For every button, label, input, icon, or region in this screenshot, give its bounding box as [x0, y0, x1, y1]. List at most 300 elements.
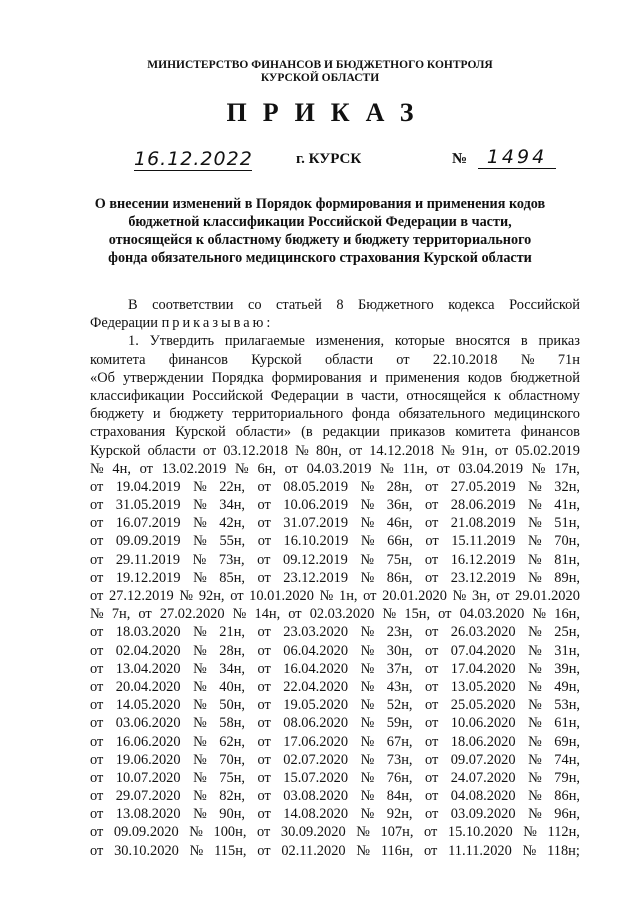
word: 82н,	[219, 788, 245, 805]
word: от	[90, 533, 104, 550]
word: 21н,	[219, 624, 245, 641]
word: кодов	[467, 369, 503, 386]
word: №	[528, 715, 542, 732]
word: от	[90, 842, 104, 859]
word: от	[496, 588, 510, 604]
word: 19.12.2019	[115, 569, 181, 586]
word: №	[360, 715, 375, 732]
word: 107н,	[380, 824, 414, 841]
document-city: г. КУРСК	[296, 151, 362, 167]
body-line	[90, 842, 580, 860]
word: от	[257, 806, 271, 823]
word: от	[90, 788, 104, 805]
word: бюджетной	[510, 369, 580, 386]
word: 75н,	[219, 769, 245, 786]
word: 10.06.2019	[283, 497, 349, 514]
word: №	[441, 442, 455, 459]
document-body	[90, 296, 580, 860]
word: приказ	[538, 333, 580, 350]
ministry-name: МИНИСТЕРСТВО ФИНАНСОВ И БЮДЖЕТНОГО КОНТРОЛЯ	[147, 59, 493, 71]
word: №	[193, 751, 207, 768]
word: №	[193, 478, 207, 495]
word: от	[90, 660, 104, 677]
word: 14.05.2020	[115, 697, 181, 714]
word: 42н,	[219, 515, 245, 532]
word: от	[425, 715, 439, 732]
word: 70н,	[554, 533, 580, 550]
word: 28.06.2019	[450, 497, 516, 514]
word: от	[257, 515, 271, 532]
preamble-line	[90, 314, 580, 332]
word: 17.04.2020	[450, 660, 516, 677]
word: бюджету	[169, 406, 224, 423]
word: от	[90, 715, 104, 732]
word: 04.08.2020	[450, 788, 516, 805]
word: 09.12.2019	[283, 551, 348, 568]
word: изменения,	[315, 333, 385, 350]
body-line	[90, 532, 580, 550]
word: от	[257, 569, 271, 586]
word: 25н,	[554, 624, 580, 641]
word: 30н,	[386, 642, 413, 659]
word: №	[193, 733, 207, 750]
word: от	[90, 697, 104, 714]
word: 61н,	[554, 715, 580, 732]
word: 49н,	[554, 678, 580, 695]
word: 52н,	[386, 697, 413, 714]
word: №	[193, 642, 207, 659]
body-line	[90, 660, 580, 678]
word: от	[425, 624, 439, 641]
word: 24.07.2020	[450, 769, 516, 786]
word: от	[425, 660, 439, 677]
word: от	[436, 460, 450, 477]
word: 22н,	[219, 478, 245, 495]
word: от	[425, 515, 439, 532]
word: от	[288, 606, 302, 623]
word: Утвердить	[149, 333, 215, 350]
word: 71н	[557, 351, 580, 368]
word: относящейся	[406, 387, 487, 404]
word: 03.08.2020	[283, 788, 349, 805]
word: 62н,	[219, 733, 245, 750]
word: 23.12.2019	[283, 569, 349, 586]
word: №	[360, 733, 375, 750]
word: 04.03.2020	[459, 606, 525, 623]
word: от	[230, 588, 244, 604]
word: 19.04.2019	[115, 478, 181, 495]
word: 10.01.2020	[249, 588, 314, 604]
word: от	[90, 824, 104, 841]
word: 46н,	[386, 515, 413, 532]
word: 115н,	[214, 842, 247, 859]
word: 55н,	[219, 533, 246, 550]
word: №	[520, 351, 535, 368]
word: №	[232, 606, 247, 623]
word: от	[257, 769, 271, 786]
word: утверждении	[123, 369, 204, 386]
word: №	[360, 515, 375, 532]
word: от	[90, 751, 104, 768]
word: 3н,	[471, 588, 491, 604]
body-line	[90, 769, 580, 787]
word: 74н,	[554, 751, 580, 768]
body-line	[90, 405, 580, 423]
word: Курской	[175, 424, 226, 441]
word: №	[90, 460, 104, 477]
word: 70н,	[219, 751, 245, 768]
word: 14.08.2020	[283, 806, 349, 823]
word: №	[360, 624, 375, 641]
word: редакции	[322, 424, 380, 441]
word: №	[360, 533, 375, 550]
word: №	[528, 733, 542, 750]
word: от	[425, 788, 439, 805]
word: 73н,	[386, 751, 413, 768]
word: 32н,	[554, 478, 580, 495]
word: 80н,	[315, 442, 342, 459]
body-paragraph	[90, 332, 580, 859]
word: 16.07.2019	[115, 515, 181, 532]
word: в	[520, 333, 528, 350]
word: 34н,	[219, 660, 245, 677]
word: №	[360, 497, 375, 514]
word: 59н,	[386, 715, 413, 732]
body-line	[90, 805, 580, 823]
word: №	[528, 788, 542, 805]
word: от	[257, 551, 271, 568]
word: 90н,	[219, 806, 245, 823]
word: 10.06.2020	[450, 715, 516, 732]
word: №	[360, 478, 375, 495]
word: обязательного	[398, 406, 486, 423]
word: от	[348, 442, 363, 459]
word: Бюджетного	[358, 297, 434, 313]
word: 08.05.2019	[283, 478, 349, 495]
word: фонда	[351, 406, 390, 423]
number-label: №	[452, 151, 468, 167]
word: 20.01.2020	[382, 588, 447, 604]
subject-line: относящейся к областному бюджету и бюджету территориального	[108, 232, 532, 248]
word: 02.07.2020	[283, 751, 349, 768]
body-line	[90, 751, 580, 769]
word: 02.11.2020	[281, 842, 346, 859]
word: от	[425, 569, 439, 586]
word: 76н,	[386, 769, 413, 786]
body-line	[90, 514, 580, 532]
word: 89н,	[554, 569, 580, 586]
word: 40н,	[219, 678, 245, 695]
word: в	[346, 387, 354, 404]
word: 03.06.2020	[115, 715, 181, 732]
word: от	[257, 751, 271, 768]
word: соответствии	[152, 297, 234, 313]
body-line	[90, 733, 580, 751]
body-line	[90, 696, 580, 714]
document-type-title: ПРИКАЗ	[226, 98, 430, 127]
word: применения	[385, 369, 460, 386]
word: 1н,	[339, 588, 358, 604]
word: №	[528, 697, 542, 714]
word: №	[360, 769, 375, 786]
word: Курской	[90, 442, 141, 459]
word: области»	[235, 424, 292, 441]
word: от	[425, 769, 439, 786]
document-number: 1494	[478, 146, 556, 169]
word: 39н,	[554, 660, 580, 677]
word: от	[424, 842, 438, 859]
word: 1.	[128, 333, 139, 350]
body-line	[90, 678, 580, 696]
word: вносятся	[455, 333, 511, 350]
body-line	[90, 442, 580, 460]
word: 51н,	[554, 515, 580, 532]
word: №	[360, 788, 375, 805]
word: №	[531, 460, 546, 477]
word: 92н,	[198, 588, 225, 604]
body-line	[90, 332, 580, 350]
word: 13.02.2019	[161, 460, 227, 477]
word: 15.11.2019	[451, 533, 516, 550]
body-line	[90, 478, 580, 496]
word: от	[90, 642, 104, 659]
word: 100н,	[213, 824, 247, 841]
word: №	[193, 715, 207, 732]
word: 11н,	[402, 460, 428, 477]
word: 23.12.2019	[450, 569, 516, 586]
word: от	[257, 678, 271, 695]
word: 28н,	[219, 642, 245, 659]
word: от	[425, 533, 439, 550]
word: Федерации	[270, 387, 339, 404]
body-line	[90, 351, 580, 369]
word: от	[494, 442, 509, 459]
word: 29.11.2019	[115, 551, 181, 568]
order-keyword: приказываю:	[161, 315, 274, 332]
word: 15н,	[404, 606, 431, 623]
word: 34н,	[219, 497, 245, 514]
word: области	[324, 351, 374, 368]
word: 04.03.2019	[306, 460, 372, 477]
word: №	[528, 751, 542, 768]
word: от	[396, 351, 410, 368]
word: комитета	[455, 424, 511, 441]
word: 16.12.2019	[450, 551, 516, 568]
word: от	[138, 606, 152, 623]
word: от	[425, 497, 439, 514]
word: от	[90, 733, 104, 750]
word: №	[532, 606, 547, 623]
word: 58н,	[219, 715, 245, 732]
word: от	[363, 588, 377, 604]
word: от	[438, 606, 452, 623]
word: 30.09.2020	[280, 824, 346, 841]
word: от	[90, 678, 104, 695]
word: 05.02.2019	[515, 442, 580, 459]
word: 02.03.2020	[309, 606, 375, 623]
word: 21.08.2019	[450, 515, 516, 532]
word: №	[295, 442, 309, 459]
word: от	[425, 806, 439, 823]
word: №	[523, 824, 537, 841]
word: от	[257, 788, 271, 805]
word: от	[90, 588, 104, 604]
word: от	[257, 660, 271, 677]
word: от	[257, 697, 271, 714]
word: классификации	[90, 387, 185, 404]
word: №	[193, 697, 207, 714]
word: №	[179, 588, 194, 604]
word: от	[90, 569, 104, 586]
word: №	[528, 533, 542, 550]
word: от	[90, 769, 104, 786]
word: от	[257, 497, 271, 514]
subject-line: О внесении изменений в Порядок формирования и применения кодов	[94, 196, 546, 212]
word: 8	[336, 297, 344, 313]
word: 18.06.2020	[450, 733, 516, 750]
document-date: 16.12.2022	[134, 148, 253, 170]
ministry-region: КУРСКОЙ ОБЛАСТИ	[260, 72, 380, 84]
word: 16.10.2019	[283, 533, 349, 550]
word: №	[528, 678, 542, 695]
word: 03.09.2020	[450, 806, 516, 823]
word: №	[528, 515, 542, 532]
word: от	[90, 515, 104, 532]
word: от	[425, 478, 439, 495]
word: №	[193, 624, 207, 641]
word: 20.04.2020	[115, 678, 181, 695]
word: №	[360, 678, 375, 695]
word: №	[360, 660, 375, 677]
body-line	[90, 587, 580, 605]
word: 28н,	[386, 478, 413, 495]
word: 06.04.2020	[283, 642, 349, 659]
word: №	[189, 824, 203, 841]
word: от	[257, 642, 271, 659]
word: к	[493, 387, 501, 404]
word: 14н,	[254, 606, 281, 623]
word: №	[522, 842, 537, 859]
word: 22.10.2018	[432, 351, 498, 368]
word: 81н,	[554, 551, 580, 568]
word: от	[90, 806, 104, 823]
word: от	[257, 478, 271, 495]
word: 08.06.2020	[283, 715, 349, 732]
word: финансов	[168, 351, 228, 368]
word: 16.06.2020	[115, 733, 181, 750]
word: №	[90, 606, 104, 623]
word: 09.09.2020	[113, 824, 179, 841]
word: №	[528, 624, 542, 641]
word: 85н,	[219, 569, 245, 586]
word: и	[369, 369, 378, 386]
word: от	[257, 533, 271, 550]
subject-line: фонда обязательного медицинского страхования Курской области	[108, 250, 532, 266]
word: Порядка	[211, 369, 264, 386]
word: от	[90, 551, 104, 568]
word: 13.08.2020	[115, 806, 181, 823]
body-line	[90, 569, 580, 587]
word: 13.05.2020	[450, 678, 516, 695]
word: 4н,	[112, 460, 131, 477]
word: 27.05.2019	[450, 478, 516, 495]
word: 69н,	[554, 733, 580, 750]
word: №	[528, 660, 542, 677]
word: территориального	[232, 406, 344, 423]
word: №	[528, 497, 542, 514]
word: №	[193, 678, 207, 695]
word: области	[147, 442, 196, 459]
word: 67н,	[386, 733, 413, 750]
word: 31.07.2019	[283, 515, 349, 532]
word: от	[257, 824, 271, 841]
word: прилагаемые	[224, 333, 305, 350]
word: В	[128, 297, 138, 313]
word: 37н,	[386, 660, 413, 677]
word: от	[139, 460, 153, 477]
word: 09.07.2020	[450, 751, 516, 768]
word: №	[380, 460, 394, 477]
word: №	[360, 551, 375, 568]
word: №	[382, 606, 397, 623]
body-line	[90, 460, 580, 478]
word: №	[193, 660, 207, 677]
word: №	[356, 824, 370, 841]
word: 03.12.2018	[223, 442, 288, 459]
word: 118н;	[547, 842, 580, 859]
word: кодекса	[448, 297, 495, 313]
word: Российской	[509, 297, 580, 313]
word: №	[528, 769, 542, 786]
word: 66н,	[387, 533, 413, 550]
word: №	[528, 478, 542, 495]
word: от	[425, 642, 439, 659]
document-meta	[0, 148, 640, 174]
word: 16н,	[554, 606, 580, 623]
word: 03.04.2019	[458, 460, 524, 477]
word: №	[360, 569, 375, 586]
subject-line: бюджетной классификации Российской Федерации в части,	[128, 214, 512, 230]
word: 09.09.2019	[115, 533, 181, 550]
word: №	[235, 460, 249, 477]
word: Курской	[251, 351, 302, 368]
body-line	[90, 642, 580, 660]
word: №	[360, 751, 375, 768]
word: «Об	[90, 369, 115, 386]
word: от	[425, 733, 439, 750]
word: №	[193, 497, 207, 514]
word: 79н,	[554, 769, 580, 786]
word: 19.05.2020	[283, 697, 349, 714]
word: №	[528, 551, 542, 568]
word: от	[425, 678, 439, 695]
word: №	[193, 769, 207, 786]
word: 29.07.2020	[115, 788, 181, 805]
body-line	[90, 787, 580, 805]
word: 112н,	[547, 824, 580, 841]
word: 26.03.2020	[450, 624, 516, 641]
word: 30.10.2020	[114, 842, 179, 859]
preamble-start: Федерации	[90, 315, 162, 332]
word: от	[424, 824, 438, 841]
word: комитета	[90, 351, 146, 368]
word: 22.04.2020	[283, 678, 349, 695]
word: от	[257, 842, 271, 859]
word: 17.06.2020	[283, 733, 349, 750]
word: 86н,	[386, 569, 413, 586]
body-line	[90, 423, 580, 441]
word: 15.10.2020	[447, 824, 513, 841]
